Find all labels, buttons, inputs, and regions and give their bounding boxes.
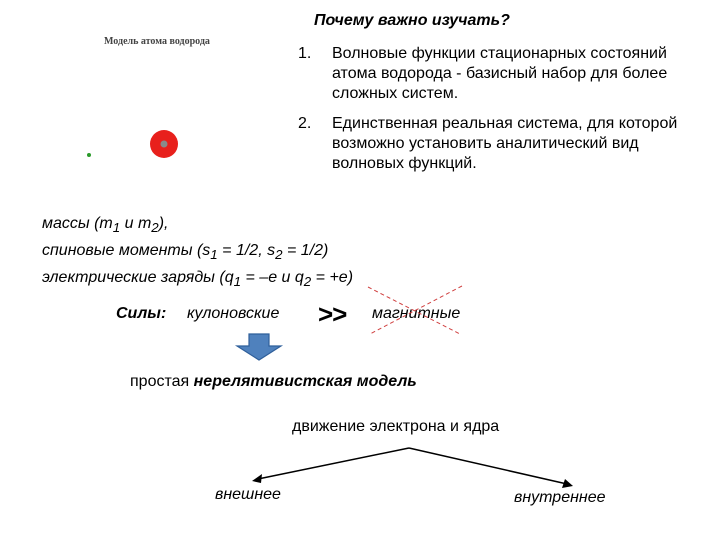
masses-line: массы ($m_1$ и $m_2$), xyxy=(42,215,169,236)
much-greater-sign: >> xyxy=(318,299,347,329)
arrowhead-left-icon xyxy=(252,474,262,483)
list-item-text: Волновые функции стационарных состояний атома водорода - базисный набор для более сложных систем. xyxy=(332,45,668,102)
arrowhead-right-icon xyxy=(562,479,573,488)
magnetic-forces: магнитные xyxy=(372,305,461,322)
simple-model-text: простая нерелятивистская модель xyxy=(130,373,417,390)
outer-motion: внешнее xyxy=(215,486,281,503)
charges-line: электрические заряды ($q_1 = -e$ и $q_2 = +e$) xyxy=(42,269,354,290)
atom-model-caption: Модель атома водорода xyxy=(104,36,210,47)
list-item-text: Единственная реальная система, для которой возможно установить аналитический вид волновых функций. xyxy=(332,115,678,172)
branch-line-left xyxy=(258,448,409,479)
cross-line xyxy=(370,286,462,334)
branch-line-right xyxy=(409,448,567,484)
inner-motion: внутреннее xyxy=(514,489,606,506)
list-item-number: 1. xyxy=(298,45,312,62)
motion-text: движение электрона и ядра xyxy=(292,418,500,435)
slide-title: Почему важно изучать? xyxy=(314,12,510,29)
coulomb-forces: кулоновские xyxy=(187,305,280,322)
forces-label: Силы: xyxy=(116,305,167,322)
list-item-number: 2. xyxy=(298,115,312,132)
spins-line: спиновые моменты ($s_1 = 1/2$, $s_2 = 1/2$) xyxy=(42,242,329,263)
down-arrow-icon xyxy=(237,334,281,360)
